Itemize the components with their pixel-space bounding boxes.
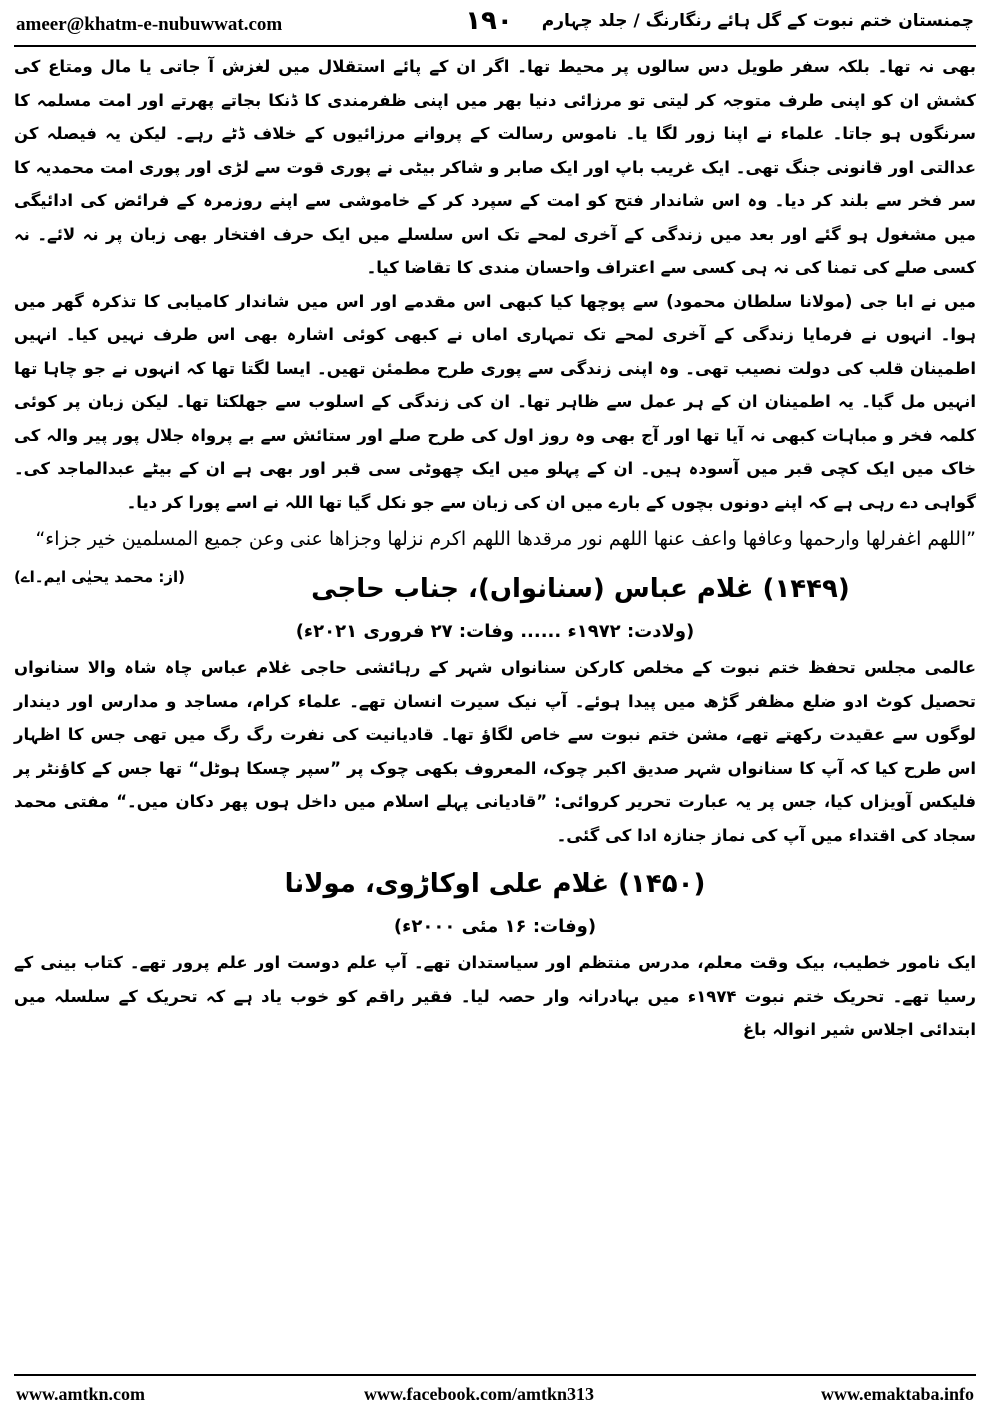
dua-text: ”اللھم اغفرلھا وارحمھا وعافھا واعف عنھا اللھم نور مرقدھا اللھم اکرم نزلھا وجزاھا عنی وعن جمیع المسلمین خیر جزاء“: [35, 528, 976, 550]
page-number: ۱۹۰: [465, 6, 513, 36]
paragraph-2: میں نے ابا جی (مولانا سلطان محمود) سے پوچھا کیا کبھی اس مقدمے اور اس میں شاندار کامیابی کا تذکرہ گھر میں ہوا۔ انہوں نے فرمایا زندگی کے آخری لمحے تک تمہاری اماں نے کبھی کوئی اشارہ بھی اس طرف نہیں کیا۔ انہیں اطمینان قلب کی دولت نصیب تھی۔ وہ اپنی زندگی سے پوری طرح مطمئن تھیں۔ ایسا لگتا تھا کہ انہوں نے جو چاہا تھا انہیں مل گیا۔ یہ اطمینان ان کے ہر عمل سے ظاہر تھا۔ ان کی زندگی کے اسلوب سے جھلکتا تھا۔ لیکن زبان پر کوئی کلمہ فخر و مباہات کبھی نہ آیا تھا اور آج بھی وہ روز اول کی طرح صلے اور ستائش سے بے پرواہ جلال پور پیر والہ کی خاک میں ایک کچی قبر میں آسودہ ہیں۔ ان کے پہلو میں ایک چھوٹی سی قبر اور بھی ہے ان کے بیٹے عبدالماجد کی۔ گواہی دے رہی ہے کہ اپنے دونوں بچوں کے بارے میں ان کی زبان سے جو نکل گیا تھا اللہ نے اسے پورا کر دیا۔: [14, 291, 976, 512]
page-header: [14, 4, 976, 44]
header-email: ameer@khatm-e-nubuwwat.com: [16, 14, 283, 35]
entry-dates-1450: (وفات: ۱۶ مئی ۲۰۰۰ء): [393, 916, 597, 937]
page-footer: [14, 1374, 976, 1416]
paragraph-3: عالمی مجلس تحفظ ختم نبوت کے مخلص کارکن سنانواں شہر کے رہائشی حاجی غلام عباس چاہ شاہ والا سنانواں تحصیل کوٹ ادو ضلع مظفر گڑھ میں پیدا ہوئے۔ آپ نیک سیرت انسان تھے۔ علماء کرام، مساجد و مدارس اور دیندار لوگوں سے عقیدت رکھتے تھے، مشن ختم نبوت سے خاص لگاؤ تھا۔ قادیانیت کی نفرت رگ رگ میں تھی جس کا اظہار اس طرح کیا کہ آپ کا سنانواں شہر صدیق اکبر چوک، المعروف بکھی چوک پر ”سپر چسکا ہوٹل“ تھا جس کے کاؤنٹر پر فلیکس آویزاں کیا، جس پر یہ عبارت تحریر کروائی: ”قادیانی پہلے اسلام میں داخل ہوں پھر دکان میں۔“ مفتی محمد سجاد کی اقتداء میں آپ کی نماز جنازہ ادا کی گئی۔: [14, 658, 976, 845]
entry-heading-1449: (۱۴۴۹) غلام عباس (سنانواں)، جناب حاجی: [311, 574, 850, 604]
footer-link-amtkn[interactable]: www.amtkn.com: [16, 1384, 145, 1404]
header-divider: [14, 45, 976, 47]
footer-divider: [14, 1374, 976, 1376]
footer-link-facebook[interactable]: www.facebook.com/amtkn313: [364, 1384, 594, 1404]
paragraph-1: بھی نہ تھا۔ بلکہ سفر طویل دس سالوں پر محیط تھا۔ اگر ان کے پائے استقلال میں لغزش آ جاتی یا مال ومتاع کی کشش ان کو اپنی طرف متوجہ کر لیتی تو مرزائی دنیا بھر میں اپنی ظفرمندی کا ڈنکا بجاتے پھرتے اور امت مسلمہ کا سرنگوں ہو جاتا۔ علماء نے اپنا زور لگا یا۔ ناموس رسالت کے پروانے مرزائیوں کے خلاف ڈٹے رہے۔ لیکن یہ فیصلہ کن عدالتی اور قانونی جنگ تھی۔ ایک غریب باپ اور ایک صابر و شاکر بیٹی نے پوری قوت سے لڑی اور پوری امت محمدیہ کا سر فخر سے بلند کر دیا۔ وہ اس شاندار فتح کو امت کے سپرد کر کے خاموشی سے اپنے روزمرہ کے فرائض کی ادائیگی میں مشغول ہو گئے اور بعد میں زندگی کے آخری لمحے تک اس سلسلے میں ایک حرف افتخار بھی زبان پر نہ لائے۔ نہ کسی صلے کی تمنا کی نہ ہی کسی سے اعتراف واحسان مندی کا تقاضا کیا۔: [14, 57, 976, 277]
footer-link-emaktaba[interactable]: www.emaktaba.info: [820, 1384, 974, 1404]
entry-heading-1450: (۱۴۵۰) غلام علی اوکاڑوی، مولانا: [284, 869, 706, 899]
dua-citation: (از: محمد یحیٰی ایم۔اے): [14, 568, 185, 586]
dua-block: [14, 521, 976, 586]
page-body: [14, 50, 976, 1370]
book-title: چمنستان ختم نبوت کے گل ہائے رنگارنگ / جلد چہارم: [541, 11, 974, 31]
entry-dates-1449: (ولادت: ۱۹۷۲ء ...... وفات: ۲۷ فروری ۲۰۲۱ء): [295, 621, 695, 642]
paragraph-4: ایک نامور خطیب، بیک وقت معلم، مدرس منتظم اور سیاستدان تھے۔ آپ علم دوست اور علم پرور تھے۔ کتاب بینی کے رسیا تھے۔ تحریک ختم نبوت ۱۹۷۴ء میں بہادرانہ وار حصہ لیا۔ فقیر راقم کو خوب یاد ہے کہ تحریک کے سلسلہ میں ابتدائی اجلاس شیر انوالہ باغ: [14, 953, 976, 1039]
